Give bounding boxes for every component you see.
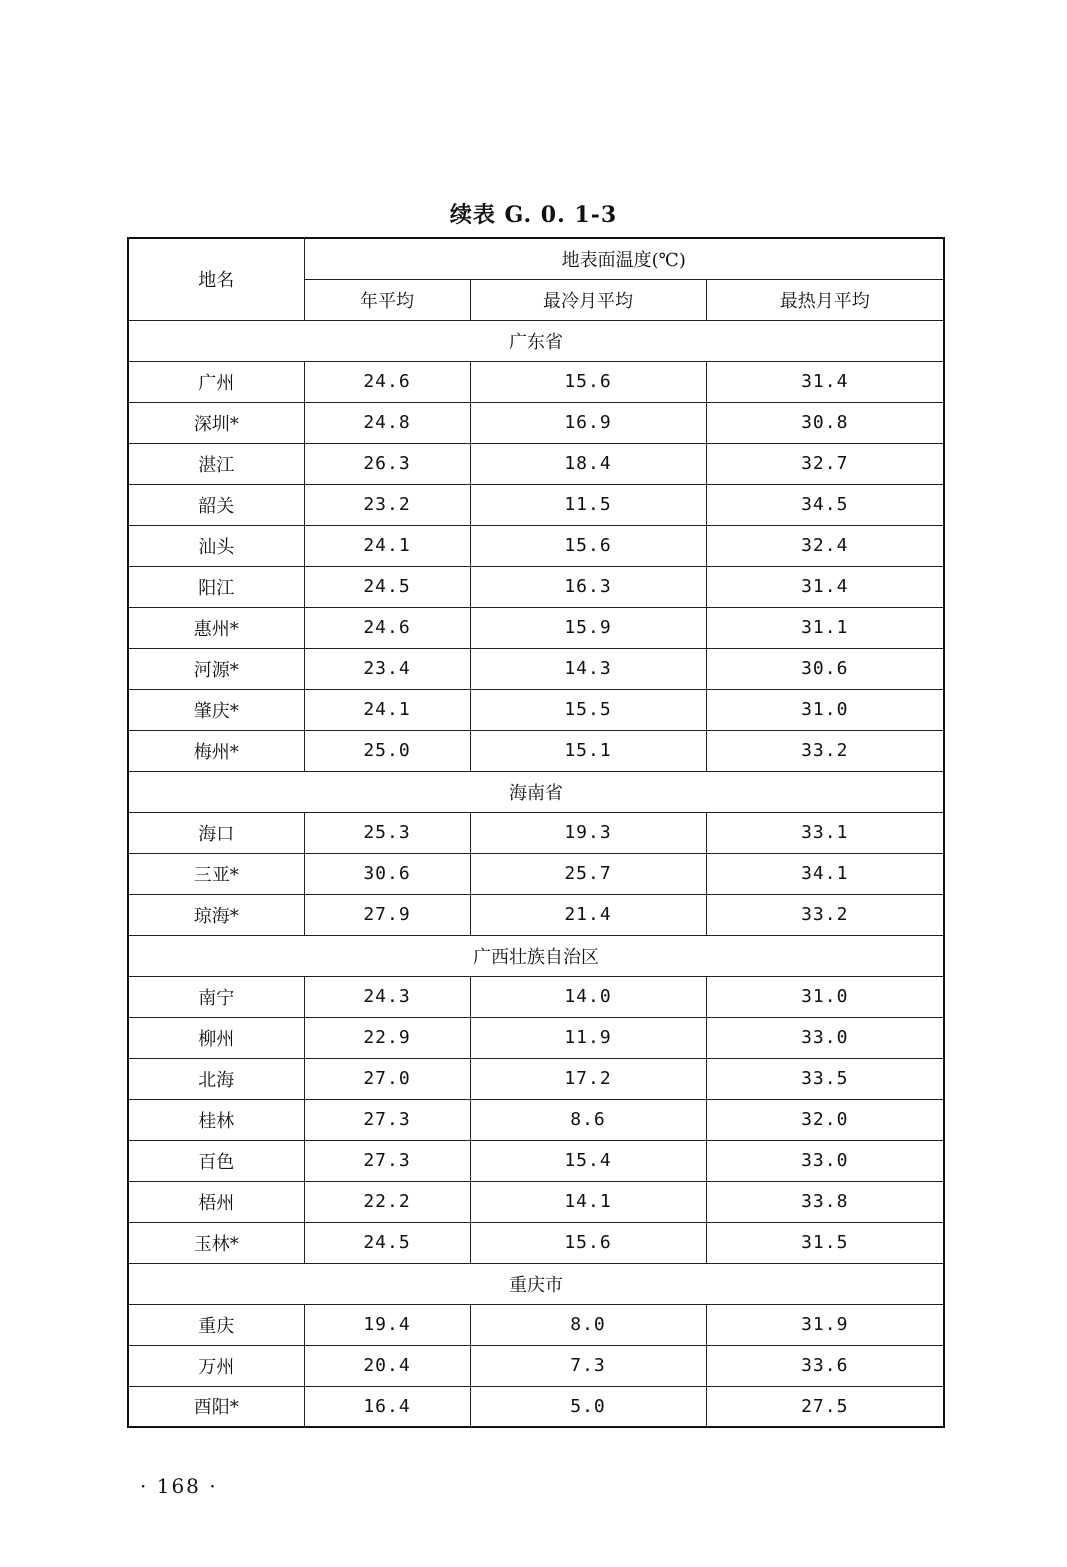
hottest-month-temp-cell: 33.2 bbox=[706, 730, 944, 771]
place-name-cell: 重庆 bbox=[128, 1304, 304, 1345]
hottest-month-temp-cell: 32.4 bbox=[706, 525, 944, 566]
place-name-cell: 柳州 bbox=[128, 1017, 304, 1058]
hottest-month-temp-cell: 30.8 bbox=[706, 402, 944, 443]
table-row bbox=[128, 730, 944, 771]
coldest-month-temp-cell: 15.6 bbox=[470, 1222, 706, 1263]
coldest-month-temp-cell: 14.3 bbox=[470, 648, 706, 689]
region-row bbox=[128, 320, 944, 361]
place-name-cell: 南宁 bbox=[128, 976, 304, 1017]
coldest-month-temp-cell: 19.3 bbox=[470, 812, 706, 853]
place-name-cell: 韶关 bbox=[128, 484, 304, 525]
coldest-month-temp-cell: 8.0 bbox=[470, 1304, 706, 1345]
header-annual: 年平均 bbox=[304, 279, 470, 320]
hottest-month-temp-cell: 30.6 bbox=[706, 648, 944, 689]
place-name-cell: 三亚* bbox=[128, 853, 304, 894]
hottest-month-temp-cell: 33.5 bbox=[706, 1058, 944, 1099]
table-row bbox=[128, 1058, 944, 1099]
table-row bbox=[128, 648, 944, 689]
place-name-cell: 海口 bbox=[128, 812, 304, 853]
coldest-month-temp-cell: 7.3 bbox=[470, 1345, 706, 1386]
coldest-month-temp-cell: 14.1 bbox=[470, 1181, 706, 1222]
hottest-month-temp-cell: 31.5 bbox=[706, 1222, 944, 1263]
region-name: 广东省 bbox=[128, 320, 944, 361]
table-row bbox=[128, 689, 944, 730]
region-row bbox=[128, 1263, 944, 1304]
coldest-month-temp-cell: 18.4 bbox=[470, 443, 706, 484]
coldest-month-temp-cell: 21.4 bbox=[470, 894, 706, 935]
annual-temp-cell: 27.9 bbox=[304, 894, 470, 935]
annual-temp-cell: 24.5 bbox=[304, 1222, 470, 1263]
coldest-month-temp-cell: 8.6 bbox=[470, 1099, 706, 1140]
coldest-month-temp-cell: 25.7 bbox=[470, 853, 706, 894]
place-name-cell: 肇庆* bbox=[128, 689, 304, 730]
coldest-month-temp-cell: 15.6 bbox=[470, 525, 706, 566]
annual-temp-cell: 20.4 bbox=[304, 1345, 470, 1386]
hottest-month-temp-cell: 31.9 bbox=[706, 1304, 944, 1345]
annual-temp-cell: 24.5 bbox=[304, 566, 470, 607]
region-name: 重庆市 bbox=[128, 1263, 944, 1304]
hottest-month-temp-cell: 31.4 bbox=[706, 361, 944, 402]
table-row bbox=[128, 1345, 944, 1386]
region-row bbox=[128, 935, 944, 976]
place-name-cell: 玉林* bbox=[128, 1222, 304, 1263]
place-name-cell: 深圳* bbox=[128, 402, 304, 443]
place-name-cell: 梅州* bbox=[128, 730, 304, 771]
header-place-name: 地名 bbox=[128, 238, 304, 320]
coldest-month-temp-cell: 11.5 bbox=[470, 484, 706, 525]
hottest-month-temp-cell: 31.4 bbox=[706, 566, 944, 607]
hottest-month-temp-cell: 27.5 bbox=[706, 1386, 944, 1427]
annual-temp-cell: 19.4 bbox=[304, 1304, 470, 1345]
place-name-cell: 酉阳* bbox=[128, 1386, 304, 1427]
hottest-month-temp-cell: 34.5 bbox=[706, 484, 944, 525]
coldest-month-temp-cell: 5.0 bbox=[470, 1386, 706, 1427]
table-row bbox=[128, 525, 944, 566]
table-row bbox=[128, 1017, 944, 1058]
hottest-month-temp-cell: 31.0 bbox=[706, 976, 944, 1017]
place-name-cell: 汕头 bbox=[128, 525, 304, 566]
region-name: 海南省 bbox=[128, 771, 944, 812]
annual-temp-cell: 22.9 bbox=[304, 1017, 470, 1058]
annual-temp-cell: 27.3 bbox=[304, 1099, 470, 1140]
annual-temp-cell: 24.1 bbox=[304, 689, 470, 730]
coldest-month-temp-cell: 15.1 bbox=[470, 730, 706, 771]
hottest-month-temp-cell: 31.1 bbox=[706, 607, 944, 648]
coldest-month-temp-cell: 17.2 bbox=[470, 1058, 706, 1099]
annual-temp-cell: 27.3 bbox=[304, 1140, 470, 1181]
hottest-month-temp-cell: 33.2 bbox=[706, 894, 944, 935]
place-name-cell: 琼海* bbox=[128, 894, 304, 935]
hottest-month-temp-cell: 33.1 bbox=[706, 812, 944, 853]
header-hottest: 最热月平均 bbox=[706, 279, 944, 320]
place-name-cell: 北海 bbox=[128, 1058, 304, 1099]
table-row bbox=[128, 607, 944, 648]
table-row bbox=[128, 1181, 944, 1222]
table-row bbox=[128, 443, 944, 484]
annual-temp-cell: 24.3 bbox=[304, 976, 470, 1017]
annual-temp-cell: 25.0 bbox=[304, 730, 470, 771]
annual-temp-cell: 27.0 bbox=[304, 1058, 470, 1099]
hottest-month-temp-cell: 31.0 bbox=[706, 689, 944, 730]
table-row bbox=[128, 402, 944, 443]
annual-temp-cell: 23.4 bbox=[304, 648, 470, 689]
table-row bbox=[128, 1140, 944, 1181]
annual-temp-cell: 16.4 bbox=[304, 1386, 470, 1427]
annual-temp-cell: 23.2 bbox=[304, 484, 470, 525]
annual-temp-cell: 26.3 bbox=[304, 443, 470, 484]
annual-temp-cell: 24.1 bbox=[304, 525, 470, 566]
table-row bbox=[128, 1304, 944, 1345]
hottest-month-temp-cell: 32.7 bbox=[706, 443, 944, 484]
place-name-cell: 桂林 bbox=[128, 1099, 304, 1140]
place-name-cell: 湛江 bbox=[128, 443, 304, 484]
place-name-cell: 百色 bbox=[128, 1140, 304, 1181]
header-row-main bbox=[128, 238, 944, 279]
header-surface-temp: 地表面温度(℃) bbox=[304, 238, 944, 279]
place-name-cell: 广州 bbox=[128, 361, 304, 402]
coldest-month-temp-cell: 16.9 bbox=[470, 402, 706, 443]
table-row bbox=[128, 1222, 944, 1263]
table-row bbox=[128, 1386, 944, 1427]
region-name: 广西壮族自治区 bbox=[128, 935, 944, 976]
hottest-month-temp-cell: 33.8 bbox=[706, 1181, 944, 1222]
coldest-month-temp-cell: 15.6 bbox=[470, 361, 706, 402]
temperature-table bbox=[127, 237, 945, 1428]
table-row bbox=[128, 566, 944, 607]
place-name-cell: 惠州* bbox=[128, 607, 304, 648]
table-row bbox=[128, 976, 944, 1017]
annual-temp-cell: 24.8 bbox=[304, 402, 470, 443]
table-row bbox=[128, 812, 944, 853]
region-row bbox=[128, 771, 944, 812]
page-number: · 168 · bbox=[140, 1474, 218, 1498]
annual-temp-cell: 24.6 bbox=[304, 607, 470, 648]
coldest-month-temp-cell: 15.5 bbox=[470, 689, 706, 730]
table-row bbox=[128, 1099, 944, 1140]
table-title: 续表 G. 0. 1-3 bbox=[449, 202, 618, 228]
annual-temp-cell: 22.2 bbox=[304, 1181, 470, 1222]
coldest-month-temp-cell: 11.9 bbox=[470, 1017, 706, 1058]
table-row bbox=[128, 361, 944, 402]
annual-temp-cell: 24.6 bbox=[304, 361, 470, 402]
annual-temp-cell: 25.3 bbox=[304, 812, 470, 853]
coldest-month-temp-cell: 14.0 bbox=[470, 976, 706, 1017]
hottest-month-temp-cell: 33.0 bbox=[706, 1017, 944, 1058]
coldest-month-temp-cell: 16.3 bbox=[470, 566, 706, 607]
annual-temp-cell: 30.6 bbox=[304, 853, 470, 894]
place-name-cell: 万州 bbox=[128, 1345, 304, 1386]
table-row bbox=[128, 853, 944, 894]
header-coldest: 最冷月平均 bbox=[470, 279, 706, 320]
place-name-cell: 河源* bbox=[128, 648, 304, 689]
place-name-cell: 梧州 bbox=[128, 1181, 304, 1222]
table-row bbox=[128, 484, 944, 525]
hottest-month-temp-cell: 33.0 bbox=[706, 1140, 944, 1181]
hottest-month-temp-cell: 34.1 bbox=[706, 853, 944, 894]
table-row bbox=[128, 894, 944, 935]
table-body bbox=[128, 320, 944, 1427]
hottest-month-temp-cell: 32.0 bbox=[706, 1099, 944, 1140]
coldest-month-temp-cell: 15.4 bbox=[470, 1140, 706, 1181]
coldest-month-temp-cell: 15.9 bbox=[470, 607, 706, 648]
hottest-month-temp-cell: 33.6 bbox=[706, 1345, 944, 1386]
place-name-cell: 阳江 bbox=[128, 566, 304, 607]
